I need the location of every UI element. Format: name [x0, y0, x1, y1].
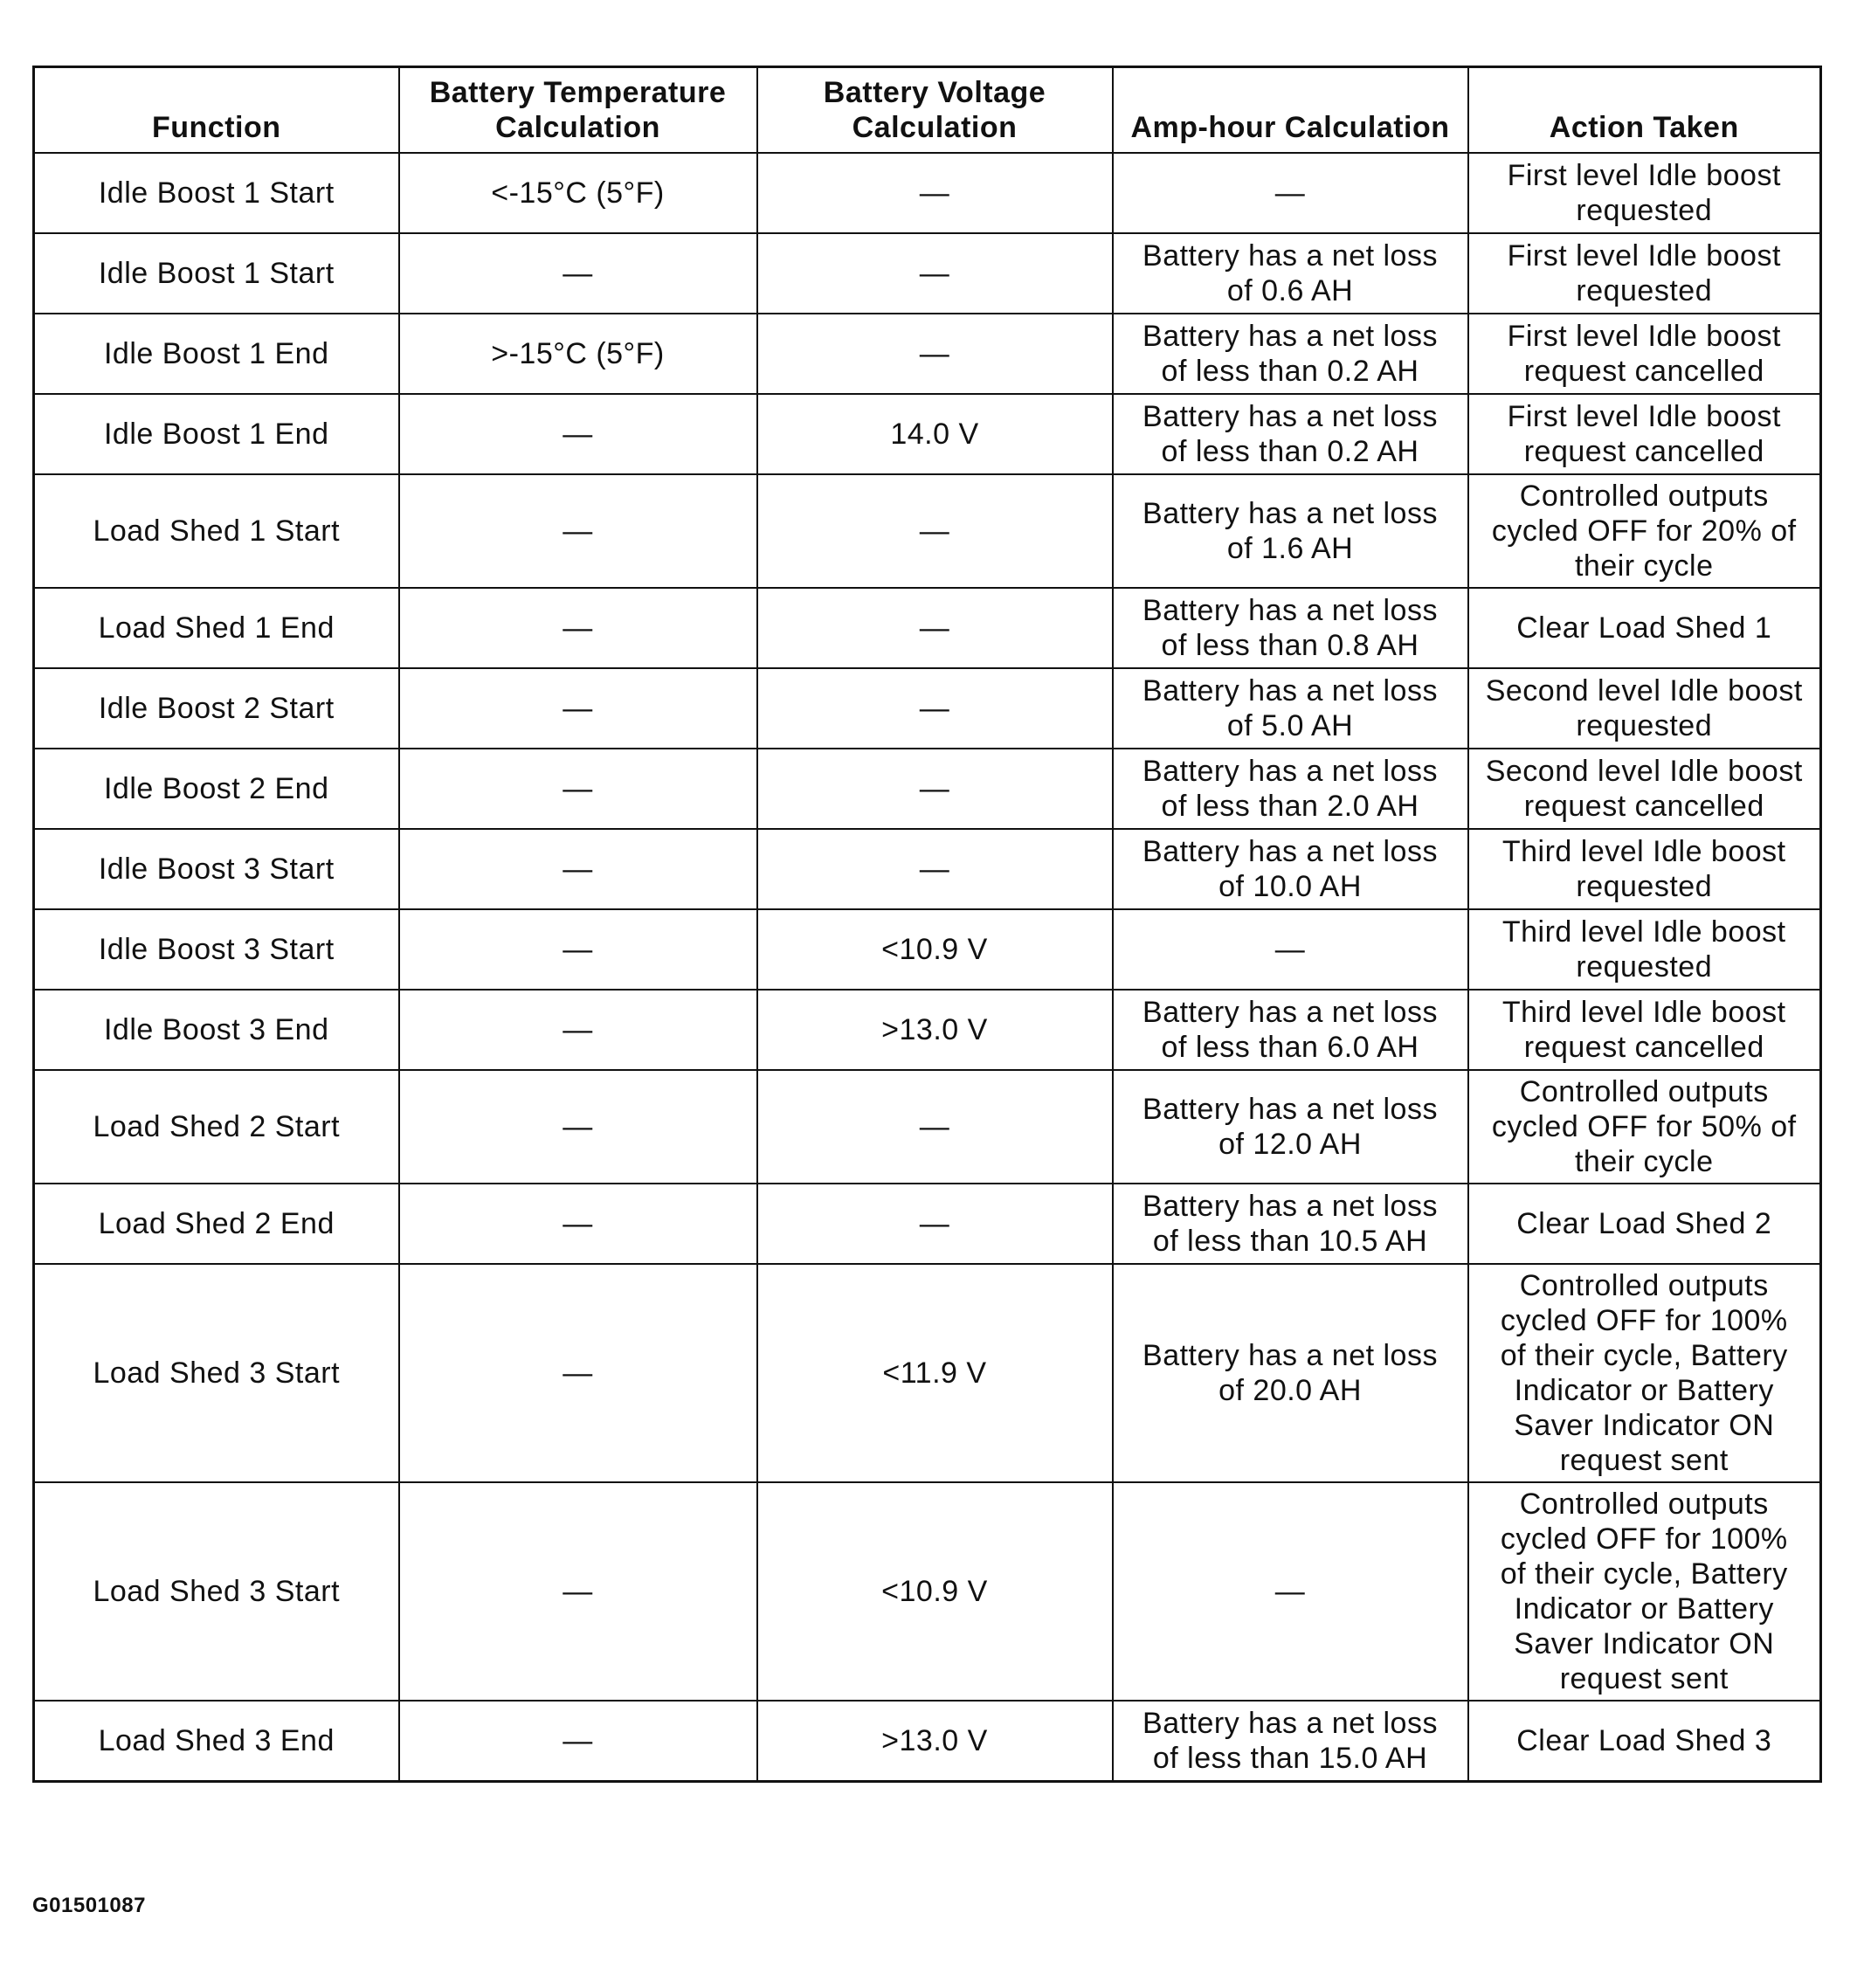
amphour-cell: Battery has a net loss of 1.6 AH: [1113, 474, 1468, 588]
action-cell: Clear Load Shed 1: [1468, 588, 1821, 668]
voltage-cell: —: [757, 1184, 1113, 1264]
amphour-cell: Battery has a net loss of 10.0 AH: [1113, 829, 1468, 909]
function-cell: Idle Boost 1 Start: [34, 233, 399, 314]
action-cell: First level Idle boost requested: [1468, 153, 1821, 233]
voltage-cell: —: [757, 314, 1113, 394]
voltage-cell: <11.9 V: [757, 1264, 1113, 1482]
temperature-cell: —: [399, 233, 757, 314]
action-cell: Third level Idle boost requested: [1468, 829, 1821, 909]
action-cell: First level Idle boost request cancelled: [1468, 394, 1821, 474]
table-row: [34, 1482, 1821, 1701]
table-row: [34, 233, 1821, 314]
table-row: [34, 474, 1821, 588]
table-row: [34, 668, 1821, 749]
function-cell: Load Shed 3 Start: [34, 1482, 399, 1701]
voltage-cell: —: [757, 233, 1113, 314]
amphour-cell: —: [1113, 1482, 1468, 1701]
function-cell: Load Shed 3 Start: [34, 1264, 399, 1482]
amphour-cell: —: [1113, 153, 1468, 233]
action-cell: Third level Idle boost request cancelled: [1468, 990, 1821, 1070]
amphour-cell: Battery has a net loss of 0.6 AH: [1113, 233, 1468, 314]
amphour-cell: Battery has a net loss of less than 15.0 AH: [1113, 1701, 1468, 1781]
function-cell: Idle Boost 1 Start: [34, 153, 399, 233]
voltage-cell: —: [757, 474, 1113, 588]
voltage-cell: —: [757, 668, 1113, 749]
amphour-cell: Battery has a net loss of less than 6.0 AH: [1113, 990, 1468, 1070]
voltage-cell: <10.9 V: [757, 1482, 1113, 1701]
voltage-cell: —: [757, 588, 1113, 668]
function-cell: Load Shed 3 End: [34, 1701, 399, 1781]
temperature-cell: —: [399, 909, 757, 990]
voltage-cell: <10.9 V: [757, 909, 1113, 990]
amphour-cell: Battery has a net loss of 12.0 AH: [1113, 1070, 1468, 1184]
amphour-cell: —: [1113, 909, 1468, 990]
action-cell: Clear Load Shed 2: [1468, 1184, 1821, 1264]
function-cell: Load Shed 2 Start: [34, 1070, 399, 1184]
function-cell: Load Shed 2 End: [34, 1184, 399, 1264]
table-row: [34, 990, 1821, 1070]
temperature-cell: —: [399, 588, 757, 668]
voltage-cell: 14.0 V: [757, 394, 1113, 474]
voltage-cell: —: [757, 829, 1113, 909]
table-row: [34, 394, 1821, 474]
function-cell: Idle Boost 2 End: [34, 749, 399, 829]
figure-id-label: G01501087: [32, 1894, 146, 1917]
header-battery-voltage: Battery Voltage Calculation: [757, 67, 1113, 154]
voltage-cell: —: [757, 749, 1113, 829]
temperature-cell: —: [399, 829, 757, 909]
function-cell: Idle Boost 2 Start: [34, 668, 399, 749]
action-cell: Second level Idle boost request cancelled: [1468, 749, 1821, 829]
temperature-cell: —: [399, 990, 757, 1070]
function-cell: Idle Boost 1 End: [34, 394, 399, 474]
voltage-cell: >13.0 V: [757, 990, 1113, 1070]
temperature-cell: —: [399, 1701, 757, 1781]
amphour-cell: Battery has a net loss of less than 0.2 AH: [1113, 394, 1468, 474]
action-cell: Third level Idle boost requested: [1468, 909, 1821, 990]
table-row: [34, 909, 1821, 990]
temperature-cell: —: [399, 668, 757, 749]
voltage-cell: —: [757, 153, 1113, 233]
table-row: [34, 1070, 1821, 1184]
amphour-cell: Battery has a net loss of less than 0.2 AH: [1113, 314, 1468, 394]
temperature-cell: —: [399, 1264, 757, 1482]
temperature-cell: >-15°C (5°F): [399, 314, 757, 394]
table-row: [34, 749, 1821, 829]
amphour-cell: Battery has a net loss of less than 10.5 AH: [1113, 1184, 1468, 1264]
function-cell: Idle Boost 1 End: [34, 314, 399, 394]
temperature-cell: —: [399, 1482, 757, 1701]
function-cell: Idle Boost 3 End: [34, 990, 399, 1070]
action-cell: First level Idle boost request cancelled: [1468, 314, 1821, 394]
amphour-cell: Battery has a net loss of less than 2.0 AH: [1113, 749, 1468, 829]
amphour-cell: Battery has a net loss of 20.0 AH: [1113, 1264, 1468, 1482]
battery-load-management-table: [32, 66, 1822, 1783]
header-function: Function: [34, 67, 399, 154]
voltage-cell: —: [757, 1070, 1113, 1184]
table-row: [34, 829, 1821, 909]
temperature-cell: <-15°C (5°F): [399, 153, 757, 233]
table-row: [34, 1184, 1821, 1264]
function-cell: Idle Boost 3 Start: [34, 829, 399, 909]
temperature-cell: —: [399, 1070, 757, 1184]
action-cell: Controlled outputs cycled OFF for 100% of their cycle, Battery Indicator or Battery Saver Indicator ON request sent: [1468, 1482, 1821, 1701]
table-row: [34, 1701, 1821, 1781]
voltage-cell: >13.0 V: [757, 1701, 1113, 1781]
temperature-cell: —: [399, 1184, 757, 1264]
header-battery-temperature: Battery Temperature Calculation: [399, 67, 757, 154]
temperature-cell: —: [399, 474, 757, 588]
action-cell: Controlled outputs cycled OFF for 20% of their cycle: [1468, 474, 1821, 588]
function-cell: Load Shed 1 Start: [34, 474, 399, 588]
table-row: [34, 153, 1821, 233]
header-action-taken: Action Taken: [1468, 67, 1821, 154]
function-cell: Idle Boost 3 Start: [34, 909, 399, 990]
action-cell: Second level Idle boost requested: [1468, 668, 1821, 749]
action-cell: First level Idle boost requested: [1468, 233, 1821, 314]
amphour-cell: Battery has a net loss of 5.0 AH: [1113, 668, 1468, 749]
temperature-cell: —: [399, 394, 757, 474]
function-cell: Load Shed 1 End: [34, 588, 399, 668]
temperature-cell: —: [399, 749, 757, 829]
action-cell: Controlled outputs cycled OFF for 100% of their cycle, Battery Indicator or Battery Saver Indicator ON request sent: [1468, 1264, 1821, 1482]
table-row: [34, 588, 1821, 668]
header-amp-hour: Amp-hour Calculation: [1113, 67, 1468, 154]
action-cell: Clear Load Shed 3: [1468, 1701, 1821, 1781]
table-row: [34, 1264, 1821, 1482]
header-row: [34, 67, 1821, 154]
amphour-cell: Battery has a net loss of less than 0.8 AH: [1113, 588, 1468, 668]
action-cell: Controlled outputs cycled OFF for 50% of their cycle: [1468, 1070, 1821, 1184]
table-row: [34, 314, 1821, 394]
